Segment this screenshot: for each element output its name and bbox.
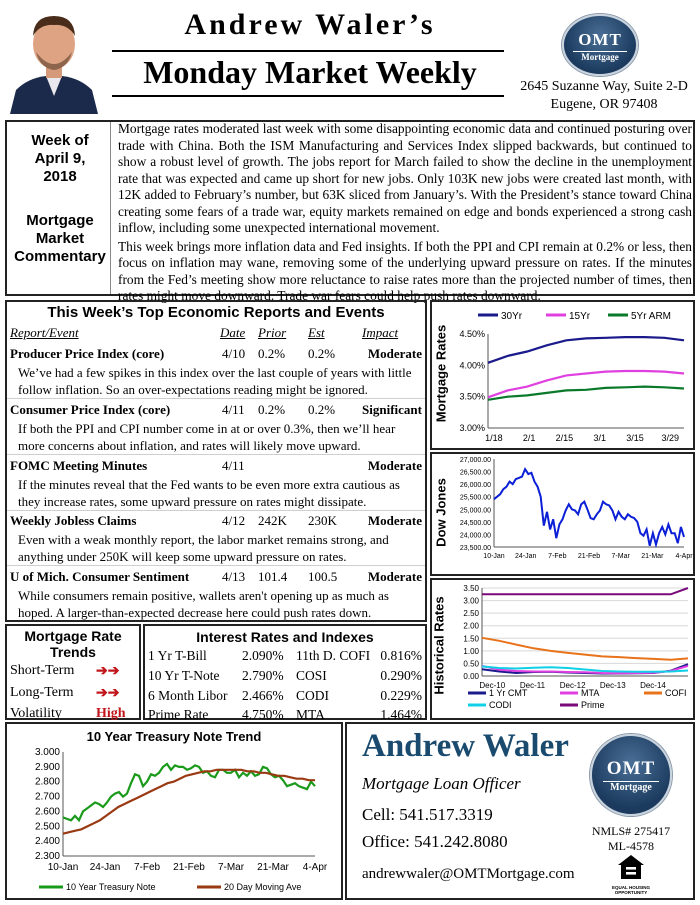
cell-phone[interactable]: Cell: 541.517.3319 [362, 805, 493, 824]
office-phone[interactable]: Office: 541.242.8080 [362, 832, 508, 851]
series-line [488, 371, 684, 397]
series-line [488, 337, 684, 363]
event-estimate: 0.2% [308, 346, 336, 361]
email-link[interactable]: andrewwaler@OMTMortgage.com [362, 866, 575, 882]
x-tick-label: 2/15 [555, 433, 574, 443]
trend-value: High [96, 706, 126, 721]
nmls-number: NMLS# 275417 [591, 824, 671, 838]
trend-value: ➔➔ [96, 686, 120, 701]
index-name: COSI [296, 668, 327, 683]
index-value: 0.229% [380, 688, 422, 703]
event-impact: Moderate [367, 569, 422, 584]
index-name: Prime Rate [148, 707, 209, 722]
x-tick-label: 3/29 [661, 433, 680, 443]
x-tick-label: 4-Apr [302, 862, 328, 873]
x-tick-label: 1/18 [485, 433, 503, 443]
header-est: Est [308, 325, 325, 340]
legend-label: 10 Year Treasury Note [66, 882, 156, 892]
event-date: 4/11 [222, 458, 245, 473]
address-line-2: Eugene, OR 97408 [550, 97, 658, 112]
rate-trends-title [7, 628, 139, 660]
index-name: MTA [296, 707, 325, 722]
x-tick-label: 7-Mar [611, 553, 630, 560]
x-tick-label: 21-Feb [173, 862, 205, 873]
legend-label: 1 Yr CMT [489, 688, 528, 698]
event-estimate: 100.5 [308, 569, 338, 584]
event-date: 4/11 [222, 402, 245, 417]
x-tick-label: 7-Mar [217, 862, 245, 873]
header-date: Date [220, 325, 246, 340]
indexes-title: Interest Rates and Indexes [196, 629, 374, 645]
legend-label: COFI [665, 688, 687, 698]
header-impact: Impact [362, 325, 399, 340]
event-separator [7, 454, 425, 455]
series-line [482, 588, 688, 594]
agent-role: Mortgage Loan Officer [362, 774, 521, 793]
address-line-1: 2645 Suzanne Way, Suite 2-D [520, 79, 688, 94]
y-tick-label: 23,500.00 [459, 545, 491, 552]
card-logo-text-mortgage: Mortgage [610, 782, 652, 793]
event-description: If the minutes reveal that the Fed wants to be even more extra cautious as they increase rates, some upward pressure on rates might dissipate. [18, 477, 400, 509]
event-name: Producer Price Index (core) [10, 346, 165, 361]
series-line [482, 638, 688, 660]
index-name: 6 Month Libor [148, 688, 228, 703]
newsletter-author: Andrew Waler’s [184, 8, 436, 41]
event-description: While consumers remain positive, wallets aren't opening up as much as hoped. A larger-than-expected decrease here could push rates down. [18, 588, 389, 620]
equal-housing-text [604, 885, 658, 895]
y-tick-label: 3.00% [459, 423, 485, 433]
index-name: 11th D. COFI [296, 648, 371, 663]
dow-jones-label: Dow Jones [433, 478, 449, 547]
x-tick-label: 21-Feb [577, 553, 601, 560]
index-value: 2.090% [242, 648, 284, 663]
y-tick-label: 2.300 [34, 851, 60, 862]
office-address [516, 78, 692, 114]
title-rule-top [112, 50, 504, 52]
y-tick-label: 1.00 [463, 646, 479, 656]
y-tick-label: 4.00% [459, 360, 485, 371]
x-tick-label: 21-Mar [257, 862, 289, 873]
legend-label: 5Yr ARM [631, 311, 672, 322]
series-line [494, 469, 684, 546]
legend-label: 20 Day Moving Ave [224, 882, 302, 892]
y-tick-label: 25,500.00 [459, 494, 491, 502]
trend-value: ➔➔ [96, 664, 120, 679]
dow-jones-chart [446, 454, 694, 574]
series-line [63, 770, 315, 834]
equal-housing-house-icon [617, 854, 645, 880]
event-estimate: 0.2% [308, 402, 336, 417]
index-name: CODI [296, 688, 329, 703]
commentary-paragraph-2: This week brings more inflation data and Fed insights. If both the PPI and CPI remain at 0.2% or less, then focus on inflation may wane, removing some of the underlying upward pressure on rates. If the minutes from the Fed’s meeting show more reluctance to raise rates more than the projected number of times, then rates might move downward. Trade war fears could help push rates downward. [118, 238, 692, 303]
event-date: 4/12 [222, 513, 246, 528]
trend-label: Long-Term [10, 685, 74, 700]
x-tick-label: 2/1 [522, 433, 536, 443]
commentary-label [10, 212, 110, 266]
historical-rates-chart [448, 580, 694, 718]
event-separator [7, 398, 425, 399]
legend-label: MTA [581, 688, 600, 698]
card-omt-logo [590, 734, 672, 816]
week-label [10, 132, 110, 186]
x-tick-label: 3/1 [593, 433, 606, 443]
y-tick-label: 2.00 [463, 621, 479, 631]
index-value: 2.790% [242, 668, 284, 683]
y-tick-label: 4.50% [459, 329, 485, 339]
y-tick-label: 2.600 [34, 806, 60, 818]
event-description: We’ve had a few spikes in this index over the last couple of years with little follow inflation. So an over-expectations reading might be ignored. [18, 365, 412, 397]
event-date: 4/13 [222, 569, 246, 584]
y-tick-label: 3.000 [34, 747, 60, 758]
index-value: 0.816% [380, 648, 422, 663]
agent-photo [6, 6, 102, 114]
trend-label: Short-Term [10, 663, 75, 678]
event-name: Consumer Price Index (core) [10, 402, 171, 417]
week-of-text: Week of [31, 132, 89, 149]
index-name: 10 Yr T-Note [148, 668, 220, 683]
event-prior: 0.2% [258, 346, 286, 361]
x-tick-label: 21-Mar [641, 553, 664, 560]
mortgage-rates-chart [448, 302, 694, 448]
x-tick-label: 7-Feb [548, 553, 567, 560]
mortgage-rates-label: Mortgage Rates [433, 324, 449, 423]
x-tick-label: 10-Jan [47, 862, 79, 873]
event-description: If both the PPI and CPI number come in at or over 0.3%, then we’ll hear more concerns about inflation, and rates will likely move upward. [18, 421, 396, 453]
ml-number: ML-4578 [608, 839, 654, 853]
legend-label: Prime [581, 700, 605, 710]
logo-text-mortgage: Mortgage [581, 52, 619, 62]
equal-housing-line-2: OPPORTUNITY [614, 890, 648, 895]
newsletter-title: Monday Market Weekly [143, 54, 477, 90]
event-name: U of Mich. Consumer Sentiment [10, 569, 190, 584]
x-tick-label: 24-Jan [514, 553, 537, 560]
y-tick-label: 3.00 [463, 596, 479, 606]
event-name: Weekly Jobless Claims [10, 513, 137, 528]
equal-housing-line-1: EQUAL HOUSING [612, 885, 650, 890]
x-tick-label: 3/15 [626, 433, 644, 443]
legend-label: 15Yr [569, 311, 591, 322]
y-tick-label: 27,000.00 [459, 457, 491, 464]
legend-label: 30Yr [501, 311, 523, 322]
index-value: 1.464% [380, 707, 422, 722]
licensing-info [576, 824, 686, 854]
event-impact: Moderate [367, 513, 422, 528]
commentary-label-line-2: Market [35, 230, 85, 247]
index-value: 4.750% [242, 707, 284, 722]
x-tick-label: Dec-13 [599, 681, 626, 690]
y-tick-label: 24,000.00 [459, 532, 491, 540]
x-tick-label: 4-Apr [675, 553, 693, 560]
week-year-text: 2018 [43, 168, 77, 185]
event-estimate: 230K [308, 513, 337, 528]
rate-trends-title-line-1: Mortgage Rate [24, 628, 122, 644]
commentary-label-line-1: Mortgage [26, 212, 94, 229]
y-tick-label: 0.00 [463, 672, 479, 681]
x-tick-label: 10-Jan [483, 553, 505, 560]
event-impact: Moderate [367, 346, 422, 361]
agent-name: Andrew Waler [362, 728, 569, 764]
x-tick-label: Dec-12 [559, 681, 586, 690]
series-line [63, 764, 315, 820]
commentary-body [118, 121, 692, 307]
x-tick-label: 7-Feb [133, 862, 161, 873]
rate-trends-title-line-2: Trends [50, 644, 96, 660]
y-tick-label: 2.800 [34, 776, 60, 788]
chart-title: 10 Year Treasury Note Trend [86, 729, 262, 744]
legend-label: CODI [489, 700, 512, 710]
equal-housing-icon [604, 854, 658, 896]
index-value: 0.290% [380, 668, 422, 683]
y-tick-label: 24,500.00 [459, 519, 491, 527]
y-tick-label: 2.50 [463, 609, 479, 619]
event-impact: Significant [362, 402, 422, 417]
y-tick-label: 3.50 [463, 584, 479, 593]
y-tick-label: 2.900 [34, 761, 60, 773]
y-tick-label: 25,000.00 [459, 507, 491, 515]
y-tick-label: 2.400 [34, 836, 60, 848]
logo-text-omt: OMT [578, 30, 622, 49]
event-name: FOMC Meeting Minutes [10, 458, 148, 473]
trend-label: Volatility [10, 706, 62, 721]
y-tick-label: 1.50 [463, 634, 479, 644]
event-date: 4/10 [222, 346, 246, 361]
x-tick-label: Dec-10 [479, 681, 506, 690]
y-tick-label: 2.700 [34, 791, 60, 803]
title-rule-bottom [112, 95, 504, 97]
index-value: 2.466% [242, 688, 284, 703]
ten-year-chart [7, 724, 341, 898]
y-tick-label: 3.50% [459, 391, 485, 402]
commentary-divider [110, 122, 111, 294]
commentary-label-line-3: Commentary [14, 248, 106, 265]
commentary-paragraph-1: Mortgage rates moderated last week with some disappointing economic data and continued posturing over trade with China. Both the ISM Manufacturing and Services Index slipped backwards, but continued to show a robust level of growth. The jobs report for March failed to show the decline in the unemployment rate that was expected and came up short for new jobs. Only 103K new jobs were created last month, with 12K added to February’s number, but 63K sliced from January’s. With the President’s stance toward China creating some fears of a trade war, equity markets remained on edge and bonds experienced a strong cash inflow, including some unexpected international movement. [118, 121, 692, 235]
event-separator [7, 565, 425, 566]
x-tick-label: 24-Jan [89, 862, 121, 873]
omt-logo [562, 14, 638, 76]
x-tick-label: Dec-14 [640, 681, 666, 690]
y-tick-label: 26,000.00 [459, 482, 491, 490]
historical-rates-label: Historical Rates [431, 596, 447, 695]
event-prior: 101.4 [258, 569, 288, 584]
y-tick-label: 0.50 [463, 659, 479, 669]
y-tick-label: 2.500 [34, 821, 60, 833]
event-prior: 242K [258, 513, 287, 528]
week-date-text: April 9, [34, 150, 86, 167]
header-report: Report/Event [10, 325, 79, 340]
events-title: This Week’s Top Economic Reports and Events [47, 304, 385, 321]
y-tick-label: 26,500.00 [459, 469, 491, 477]
event-impact: Moderate [367, 458, 422, 473]
x-tick-label: Dec-11 [519, 681, 546, 690]
event-description: Even with a weak monthly report, the labor market remains strong, and anything under 250K will keep some upward pressure on rates. [18, 532, 389, 564]
index-name: 1 Yr T-Bill [148, 648, 207, 663]
event-separator [7, 510, 425, 511]
card-logo-text-omt: OMT [606, 758, 656, 779]
event-prior: 0.2% [258, 402, 286, 417]
header-prior: Prior [258, 325, 287, 340]
